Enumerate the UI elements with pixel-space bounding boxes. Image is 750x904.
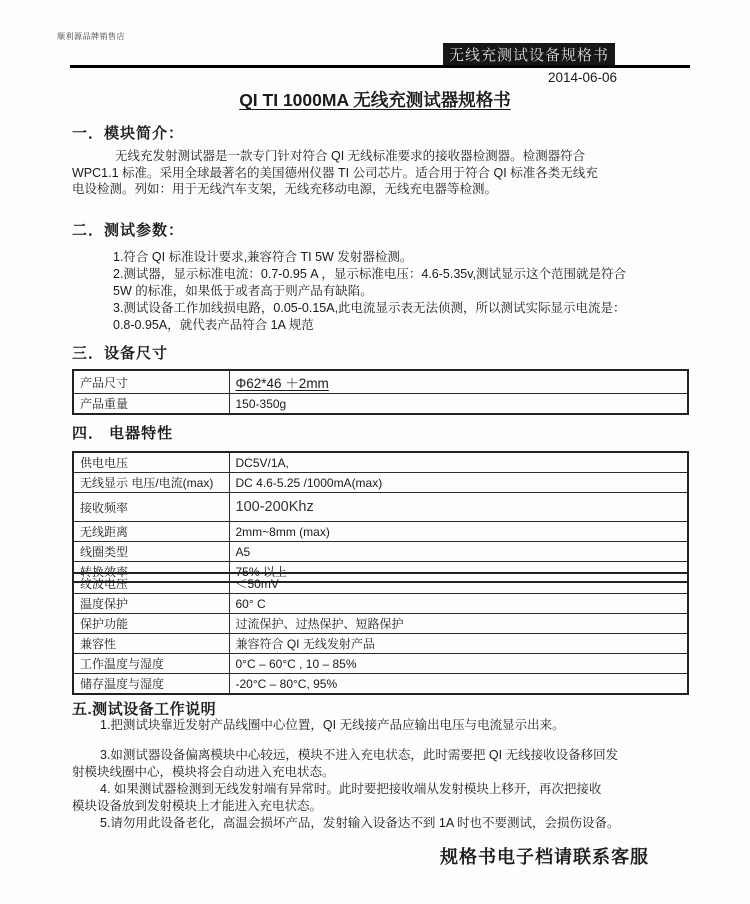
- row-value: Φ62*46 ＋2mm: [229, 370, 688, 394]
- table-row: [73, 614, 688, 634]
- params-list: [113, 249, 691, 334]
- row-value: 过流保护、过热保护、短路保护: [229, 614, 688, 634]
- table-row: [73, 473, 688, 493]
- row-label: 产品尺寸: [73, 370, 229, 394]
- dimensions-table: [72, 369, 689, 415]
- section-heading-dimensions: 三．设备尺寸: [72, 345, 169, 362]
- instruction-line: 模块设备放到发射模块上才能进入充电状态。: [72, 799, 323, 813]
- intro-line: 无线充发射测试器是一款专门针对符合 QI 无线标准要求的接收器检测器。检测器符合: [115, 149, 586, 163]
- instruction-line: 3.如测试器设备偏离模块中心较远，模块不进入充电状态，此时需要把 QI 无线接收设备移回发: [100, 748, 619, 762]
- row-value: 0°C – 60°C , 10 – 85%: [229, 654, 688, 674]
- row-value: DC 4.6-5.25 /1000mA(max): [229, 473, 688, 493]
- electrical-table-1: [72, 451, 689, 583]
- table-row: [73, 654, 688, 674]
- page-title: QI TI 1000MA 无线充测试器规格书: [239, 90, 511, 110]
- instructions-list: [72, 717, 694, 832]
- row-label: 产品重量: [73, 394, 229, 415]
- section-heading-intro: 一．模块简介：: [72, 125, 185, 142]
- row-value: DC5V/1A,: [229, 452, 688, 473]
- row-label: 线圈类型: [73, 542, 229, 562]
- table-row: [73, 573, 688, 594]
- section-heading-instructions: 五.测试设备工作说明: [72, 701, 217, 718]
- document-date: 2014-06-06: [547, 70, 617, 85]
- instruction-line: 4. 如果测试器检测到无线发射端有异常时。此时要把接收端从发射模块上移开，再次把接收: [100, 782, 602, 796]
- intro-line: WPC1.1 标准。采用全球最著名的美国德州仪器 TI 公司芯片。适合用于符合 QI 标准各类无线充: [72, 165, 598, 180]
- row-value: 100-200Khz: [229, 493, 688, 522]
- row-label: 兼容性: [73, 634, 229, 654]
- row-label: 转换效率: [73, 562, 229, 583]
- params-line: 3.测试设备工作加线损电路，0.05-0.15A,此电流显示表无法侦测，所以测试实际显示电流是：: [113, 301, 626, 315]
- row-value: 兼容符合 QI 无线发射产品: [229, 634, 688, 654]
- store-name-label: 顺利源品牌销售店: [57, 32, 125, 41]
- row-label: 无线显示 电压/电流(max): [73, 473, 229, 493]
- section-heading-electrical: 四． 电器特性: [72, 425, 174, 442]
- row-value: 60° C: [229, 594, 688, 614]
- row-value: ＜50mV: [229, 573, 688, 594]
- row-label: 工作温度与湿度: [73, 654, 229, 674]
- row-value: 150-350g: [229, 394, 688, 415]
- params-line: 5W 的标准，如果低于或者高于则产品有缺陷。: [113, 284, 373, 298]
- row-label: 无线距离: [73, 522, 229, 542]
- row-label: 温度保护: [73, 594, 229, 614]
- row-label: 接收频率: [73, 493, 229, 522]
- params-line: 2.测试器，显示标准电流：0.7-0.95 A ，显示标准电压：4.6-5.35v,测试显示这个范围就是符合: [113, 267, 627, 281]
- footer-contact-note: 规格书电子档请联系客服: [440, 847, 649, 867]
- row-value: -20°C – 80°C, 95%: [229, 674, 688, 695]
- table-row: [73, 493, 688, 522]
- table-row: [73, 542, 688, 562]
- row-label: 保护功能: [73, 614, 229, 634]
- header-badge: 无线充测试设备规格书: [443, 43, 615, 67]
- table-row: [73, 394, 688, 415]
- row-value: A5: [229, 542, 688, 562]
- table-row: [73, 370, 688, 394]
- header-divider-line: [70, 65, 690, 68]
- instruction-line: 1.把测试块靠近发射产品线圈中心位置，QI 无线接产品应输出电压与电流显示出来。: [100, 718, 565, 732]
- intro-line: 电设检测。列如：用于无线汽车支架，无线充移动电源，无线充电器等检测。: [72, 182, 498, 196]
- table-row: [73, 452, 688, 473]
- table-row: [73, 674, 688, 695]
- params-line: 1.符合 QI 标准设计要求,兼容符合 TI 5W 发射器检测。: [113, 250, 413, 264]
- instruction-line: 5.请勿用此设备老化，高温会损坏产品，发射输入设备达不到 1A 时也不要测试，会损伤设备。: [100, 816, 620, 830]
- table-row: [73, 594, 688, 614]
- intro-paragraph: [72, 148, 692, 198]
- params-line: 0.8-0.95A，就代表产品符合 1A 规范: [113, 318, 314, 332]
- row-value: 75% 以上: [229, 562, 688, 583]
- section-heading-params: 二．测试参数：: [72, 222, 185, 239]
- row-label: 纹波电压: [73, 573, 229, 594]
- electrical-table-2: [72, 572, 689, 695]
- table-row: [73, 522, 688, 542]
- row-label: 储存温度与湿度: [73, 674, 229, 695]
- row-label: 供电电压: [73, 452, 229, 473]
- row-value: 2mm~8mm (max): [229, 522, 688, 542]
- table-row: [73, 634, 688, 654]
- instruction-line: 射模块线圈中心，模块将会自动进入充电状态。: [72, 765, 335, 779]
